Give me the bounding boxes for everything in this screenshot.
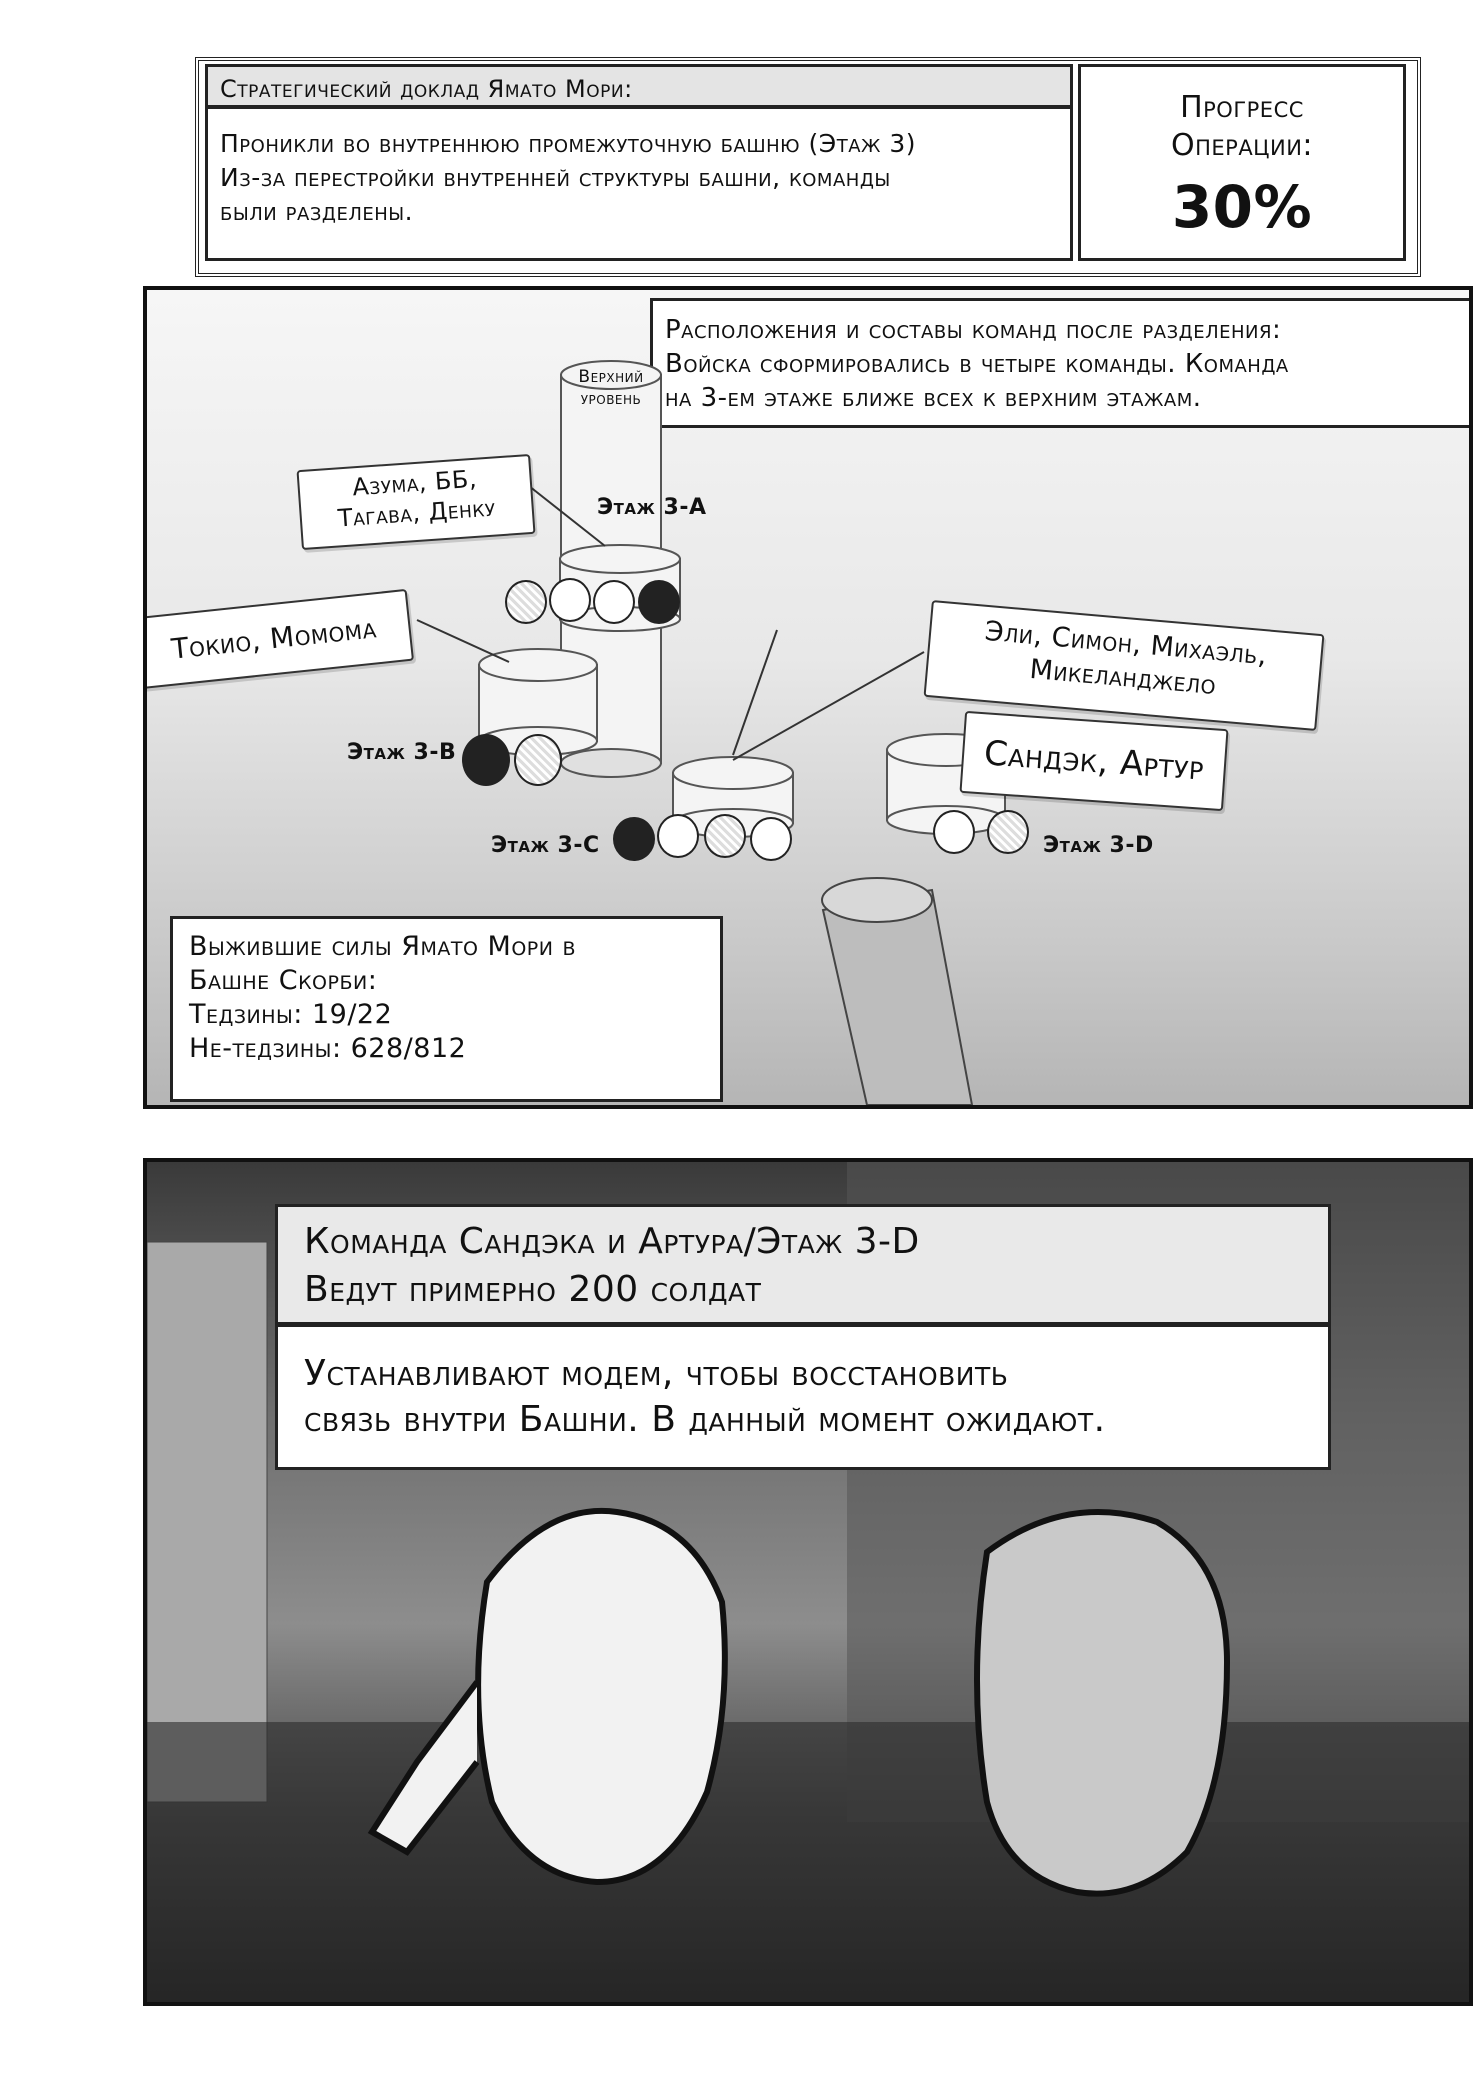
team-c-tag: Эли, Симон, Михаэль, Микеланджело	[924, 600, 1325, 731]
team-a-tag: Азума, ББ, Тагава, Денку	[296, 454, 535, 550]
progress-value: 30%	[1171, 173, 1313, 241]
arthur-face-icon	[987, 810, 1029, 854]
bottom-caption-line2: Ведут примерно 200 солдат	[304, 1269, 762, 1310]
floor-3d-label: Этаж 3-D	[1043, 833, 1154, 858]
bottom-caption-line1: Команда Сандэка и Артура/Этаж 3-D	[304, 1221, 920, 1262]
non-tedzins-count: Не-тедзины: 628/812	[189, 1033, 467, 1064]
report-header	[205, 64, 1073, 108]
sandek-head	[372, 1511, 725, 1882]
survivors-box	[170, 916, 723, 1102]
azuma-face-icon	[505, 580, 547, 624]
report-title: Стратегический доклад Ямато Мори:	[220, 75, 633, 103]
simon-face-icon	[657, 814, 699, 858]
progress-box	[1078, 64, 1406, 261]
arthur-head	[977, 1512, 1227, 1894]
bottom-panel	[143, 1158, 1473, 2006]
sandek-face-icon	[933, 810, 975, 854]
momoma-face-icon	[514, 734, 562, 786]
tokio-face-icon	[462, 734, 510, 786]
eli-face-icon	[613, 817, 655, 861]
report-body	[205, 106, 1073, 261]
bottom-caption-text: Устанавливают модем, чтобы восстановить связь внутри Башни. В данный момент ожидают.	[304, 1353, 1106, 1440]
michael-face-icon	[704, 814, 746, 858]
lower-shaft	[822, 878, 972, 1105]
bb-face-icon	[549, 578, 591, 622]
survivors-title-line1: Выжившие силы Ямато Мори в	[189, 931, 577, 962]
diagram-panel	[143, 286, 1473, 1109]
denku-face-icon	[638, 580, 680, 624]
michelangelo-face-icon	[750, 817, 792, 861]
progress-label: Прогресс Операции:	[1170, 90, 1314, 163]
bottom-caption-header	[275, 1204, 1331, 1325]
floor-3c-label: Этаж 3-C	[491, 833, 600, 858]
floor-3b-label: Этаж 3-B	[347, 740, 457, 765]
tedzins-count: Тедзины: 19/22	[189, 999, 393, 1030]
team-split-text: Расположения и составы команд после разделения: Войска сформировались в четыре команды. Команда на 3-ем этаже ближе всех к верхним этажам.	[665, 315, 1289, 413]
bottom-caption-body	[275, 1324, 1331, 1470]
tagawa-face-icon	[593, 580, 635, 624]
team-d-tag: Сандэк, Артур	[959, 711, 1228, 811]
survivors-title-line2: Башне Скорби:	[189, 965, 378, 996]
floor-3a-label: Этаж 3-A	[597, 495, 707, 520]
report-text: Проникли во внутреннюю промежуточную башню (Этаж 3) Из-за перестройки внутренней структуры башни, команды были разделены.	[220, 129, 917, 226]
upper-level-label: Верхний уровень	[578, 367, 644, 409]
team-b-tag: Токио, Момома	[143, 589, 414, 689]
